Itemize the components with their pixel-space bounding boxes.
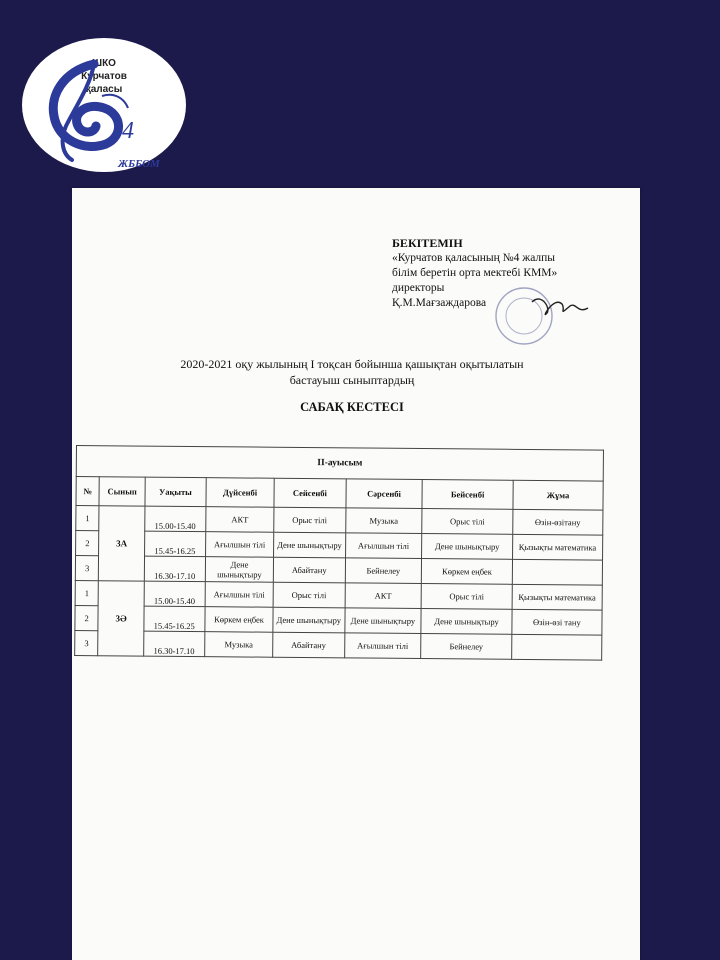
lesson-tuesday: Орыс тілі (273, 582, 345, 608)
approval-line1: «Курчатов қаласының №4 жалпы (392, 252, 556, 264)
document-title-line1: 2020-2021 оқу жылының І тоқсан бойынша қашықтан оқытылатын (180, 357, 524, 371)
lesson-time: 15.00-15.40 (144, 581, 206, 607)
column-header: Уақыты (145, 477, 207, 507)
lesson-tuesday: Орыс тілі (274, 507, 346, 533)
treble-clef-icon (32, 56, 132, 166)
table-row (76, 506, 603, 536)
table-row (75, 630, 602, 660)
lesson-friday: Өзін-өзі тану (512, 609, 602, 635)
lesson-number: 1 (76, 506, 100, 531)
approval-line3: директоры (392, 282, 445, 294)
logo-number: 4 (122, 118, 134, 144)
lesson-time: 16.30-17.10 (143, 631, 205, 657)
document-heading: САБАҚ КЕСТЕСІ (300, 400, 404, 414)
lesson-wednesday: Музыка (345, 508, 422, 534)
lesson-monday: Дене шынықтыру (205, 557, 273, 583)
lesson-number: 2 (76, 531, 100, 556)
lesson-friday: Қызықты математика (512, 584, 602, 610)
lesson-number: 2 (75, 605, 99, 630)
table-header-row (76, 477, 603, 511)
lesson-number: 3 (75, 556, 99, 581)
logo-text-line3: қаласы (85, 84, 123, 95)
lesson-tuesday: Абайтану (273, 557, 345, 583)
lesson-time: 15.45-16.25 (144, 531, 206, 557)
column-header: № (76, 477, 100, 506)
approval-line2: білім беретін орта мектебі КММ» (392, 267, 558, 279)
lesson-friday: Қызықты математика (512, 534, 602, 560)
lesson-number: 1 (75, 580, 99, 605)
column-header: Бейсенбі (422, 480, 513, 510)
lesson-monday: Ағылшын тілі (206, 532, 274, 558)
logo-text-line1: ШКО (92, 58, 116, 69)
class-name: 3Ә (98, 581, 144, 656)
table-row (75, 605, 602, 635)
approval-title: БЕКІТЕМІН (392, 236, 463, 250)
lesson-monday: Көркем еңбек (205, 607, 273, 633)
lesson-thursday: Бейнелеу (421, 634, 512, 660)
lesson-thursday: Көркем еңбек (422, 559, 513, 585)
table-row (76, 531, 603, 561)
lesson-tuesday: Дене шынықтыру (273, 607, 345, 633)
lesson-friday (512, 559, 602, 585)
lesson-time: 15.00-15.40 (144, 506, 206, 532)
shift-label: ІІ-ауысым (76, 446, 603, 482)
lesson-time: 16.30-17.10 (144, 556, 206, 582)
signature-stamp (492, 284, 602, 354)
column-header: Жұма (513, 480, 603, 510)
lesson-thursday: Орыс тілі (421, 584, 512, 610)
lesson-monday: АКТ (206, 507, 274, 533)
column-header: Сынып (99, 477, 145, 506)
column-header: Дүйсенбі (206, 478, 274, 508)
lesson-time: 15.45-16.25 (144, 606, 206, 632)
logo-abbreviation: ЖББОМ (118, 158, 160, 170)
school-logo (22, 38, 186, 172)
document-title-line2: бастауыш сыныптардың (289, 373, 415, 387)
lesson-thursday: Орыс тілі (422, 509, 513, 535)
logo-text-line2: Курчатов (81, 71, 127, 82)
lesson-wednesday: Ағылшын тілі (345, 533, 422, 559)
lesson-monday: Ағылшын тілі (205, 582, 273, 608)
lesson-thursday: Дене шынықтыру (422, 534, 513, 560)
lesson-tuesday: Дене шынықтыру (274, 532, 346, 558)
schedule-table (74, 445, 604, 661)
lesson-wednesday: АКТ (345, 583, 422, 609)
lesson-tuesday: Абайтану (273, 632, 345, 658)
column-header: Сейсенбі (274, 478, 346, 508)
lesson-number: 3 (75, 630, 99, 655)
lesson-monday: Музыка (205, 632, 273, 658)
table-row (75, 556, 602, 586)
document-title (132, 356, 572, 388)
lesson-wednesday: Ағылшын тілі (344, 633, 421, 659)
lesson-friday: Өзін-өзітану (513, 509, 603, 535)
column-header: Сәрсенбі (346, 479, 423, 509)
lesson-thursday: Дене шынықтыру (421, 609, 512, 635)
approval-line4: Қ.М.Мағзаждарова (392, 297, 487, 309)
table-row (75, 580, 602, 610)
lesson-friday (511, 634, 601, 660)
class-name: 3А (99, 506, 145, 581)
document-page (72, 188, 640, 960)
lesson-wednesday: Дене шынықтыру (344, 608, 421, 634)
lesson-wednesday: Бейнелеу (345, 558, 422, 584)
